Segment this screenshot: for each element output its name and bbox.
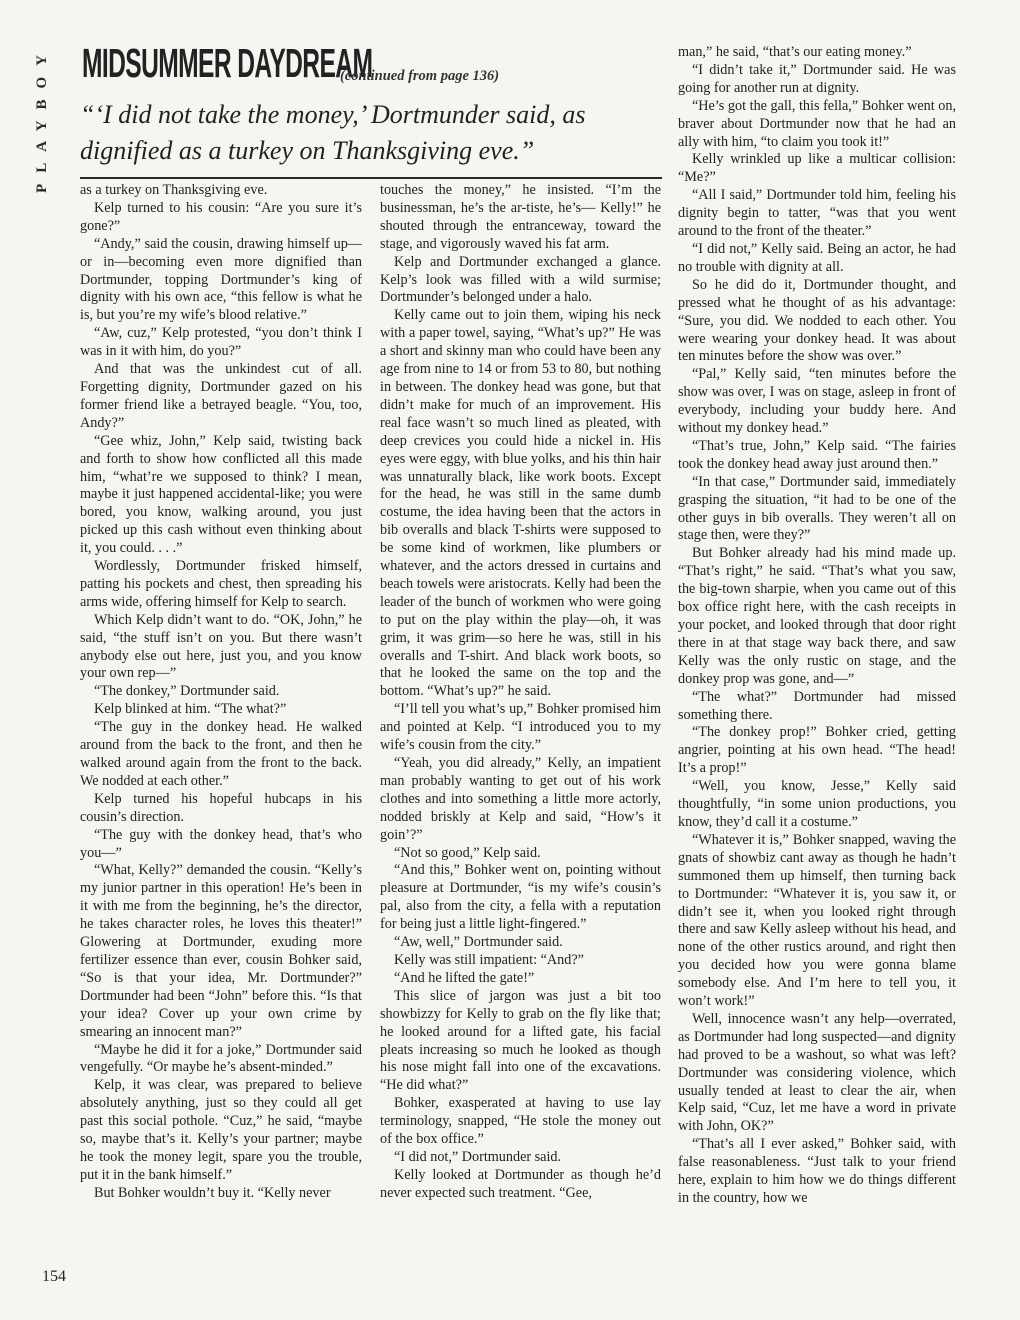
- paragraph: Wordlessly, Dortmunder frisked himself, patting his pockets and chest, then spreading his arms wide, offering himself for Kelp to search.: [80, 558, 362, 610]
- paragraph: “And he lifted the gate!”: [394, 969, 535, 986]
- paragraph: Kelp blinked at him. “The what?”: [94, 701, 287, 718]
- divider-rule: [80, 177, 662, 179]
- paragraph: This slice of jargon was just a bit too showbizzy for Kelly to grab on the fly like that; he looked around for a lifted gate, his facial pleats increasing so much he looked as though his nose might fall into one of the excavations. “He did what?”: [380, 987, 661, 1094]
- paragraph: “What, Kelly?” demanded the cousin. “Kelly’s my junior partner in this operation! He’s been in it with me from the beginning, he’s the director, he takes character roles, he loves this theater!” Glowering at Dortmunder, exuding more fertilizer essence than ever, cousin Bohker said, “So is that your idea, Mr. Dortmunder?” Dortmunder had been “John” before this. “Is that your idea? Cover up your own crime by smearing an innocent man?”: [80, 862, 362, 1040]
- paragraph: “The donkey prop!” Bohker cried, getting angrier, pointing at his own head. “The head! It’s a prop!”: [678, 724, 956, 777]
- paragraph: “Not so good,” Kelp said.: [394, 844, 541, 861]
- page-number: 154: [42, 1268, 66, 1285]
- paragraph: Well, innocence wasn’t any help—overrated, as Dortmunder had long suspected—and dignity had proved to be a washout, so what was left? Dortmunder was considering violence, which usually tended at least to clear the air, when Kelp said, “Cuz, let me have a word in private with John, OK?”: [678, 1010, 956, 1135]
- paragraph: “Aw, cuz,” Kelp protested, “you don’t think I was in it with him, do you?”: [80, 325, 362, 360]
- paragraph: “I didn’t take it,” Dortmunder said. He was going for another run at dignity.: [678, 61, 956, 96]
- paragraph: “All I said,” Dortmunder told him, feeling his dignity begin to tatter, “was that you went around to the front of the theater.”: [678, 187, 956, 240]
- pull-quote: “‘I did not take the money,’ Dortmunder said, as dignified as a turkey on Thanksgiving eve.”: [80, 100, 586, 165]
- paragraph: “Andy,” said the cousin, drawing himself up—or in—becoming even more dignified than Dortmunder, topping Dortmunder’s king of dignity with his own ace, “this fellow is what he is, but you’re my wife’s blood relative.”: [80, 235, 362, 324]
- paragraph: But Bohker already had his mind made up. “That’s right,” he said. “That’s what you saw, the big-town sharpie, when you came out of this box office right here, with the cash receipts in your pocket, and looked through that door right there in at that stage way back there, and saw Kelly was the only rustic on stage, and the donkey prop was gone, and—”: [678, 545, 956, 687]
- paragraph: as a turkey on Thanksgiving eve.: [80, 182, 268, 198]
- article-headline: MIDSUMMER DAYDREAM: [82, 40, 373, 86]
- text-column-2: [380, 182, 661, 1203]
- paragraph: “The what?” Dortmunder had missed something there.: [678, 688, 956, 723]
- paragraph: “Well, you know, Jesse,” Kelly said thoughtfully, “in some union productions, you know, they’d call it a costume.”: [678, 778, 956, 830]
- magazine-spine-label: PLAYBOY: [34, 44, 50, 193]
- paragraph: Kelp turned to his cousin: “Are you sure it’s gone?”: [80, 199, 362, 234]
- paragraph: Kelly wrinkled up like a multicar collision: “Me?”: [678, 151, 956, 186]
- paragraph: Kelly was still impatient: “And?”: [394, 951, 584, 968]
- paragraph: “He’s got the gall, this fella,” Bohker went on, braver about Dortmunder now that he had an ally with him, “to claim you took it!”: [678, 97, 956, 150]
- paragraph: Kelly looked at Dortmunder as though he’d never expected such treatment. “Gee,: [380, 1166, 661, 1201]
- paragraph: “That’s all I ever asked,” Bohker said, with false reasonableness. “Just talk to your friend here, explain to him how we do things different in the country, how we: [678, 1136, 956, 1206]
- paragraph: “The guy in the donkey head. He walked around from the back to the front, and then he walked around again from the front to the back. We nodded at each other.”: [80, 719, 362, 789]
- paragraph: “Aw, well,” Dortmunder said.: [394, 934, 563, 951]
- paragraph: But Bohker wouldn’t buy it. “Kelly never: [94, 1184, 331, 1201]
- paragraph: “The donkey,” Dortmunder said.: [94, 683, 280, 700]
- paragraph: “Gee whiz, John,” Kelp said, twisting back and forth to show how conflicted all this made him, “what’re we supposed to think? I mean, maybe it just happened accidental-like; you were bored, you know, walking around, you just picked up this cash without even thinking about it, you could. . . .”: [80, 432, 362, 557]
- paragraph: “I did not,” Dortmunder said.: [394, 1148, 562, 1165]
- paragraph: “And this,” Bohker went on, pointing without pleasure at Dortmunder, “is my wife’s cousin’s pal, also from the city, a fella with a reputation for being just a little light-fingered.”: [380, 862, 661, 933]
- paragraph: “I’ll tell you what’s up,” Bohker promised him and pointed at Kelp. “I introduced you to my wife’s cousin from the city.”: [380, 701, 661, 754]
- paragraph: Which Kelp didn’t want to do. “OK, John,” he said, “the stuff isn’t on you. But there wasn’t anybody else out here, just you, and you know your own rep—”: [80, 611, 362, 682]
- paragraph: “Maybe he did it for a joke,” Dortmunder said vengefully. “Or maybe he’s absent-minded.”: [80, 1041, 362, 1076]
- continued-note: (continued from page 136): [340, 68, 500, 84]
- paragraph: “The guy with the donkey head, that’s who you—”: [80, 826, 362, 861]
- paragraph: touches the money,” he insisted. “I’m the businessman, he’s the ar-tiste, he’s— Kelly!” he shouted through the entranceway, toward the stage, and vigorously waved his fat arm.: [380, 182, 661, 252]
- paragraph: So he did do it, Dortmunder thought, and pressed what he thought of as his advantage: “Sure, you did. We nodded to each other. You were wearing your donkey head. It was about ten minutes before the show was over.”: [678, 276, 956, 365]
- paragraph: “That’s true, John,” Kelp said. “The fairies took the donkey head away just around then.”: [678, 437, 956, 472]
- paragraph: “Whatever it is,” Bohker snapped, waving the gnats of showbiz cant away as though he hadn’t summoned them up himself, then turning back to Dortmunder: “Whatever it is, you saw it, or didn’t see it, when you looked right through there and saw Kelly asleep without his head, and none of the other rustics around, and right then you decided how you were gonna blame somebody else. And I’m here to tell you, it won’t work!”: [678, 831, 956, 1010]
- text-column-1: [80, 182, 362, 1203]
- paragraph: “I did not,” Kelly said. Being an actor, he had no trouble with dignity at all.: [678, 240, 956, 275]
- paragraph: Kelp turned his hopeful hubcaps in his cousin’s direction.: [80, 790, 362, 825]
- paragraph: Kelp and Dortmunder exchanged a glance. Kelp’s look was filled with a wild surmise; Dortmunder’s belonged under a halo.: [380, 253, 661, 306]
- paragraph: “Yeah, you did already,” Kelly, an impatient man probably wanting to get out of his work clothes and into something a little more actorly, nodded briskly at Kelp and said, “How’s it goin’?”: [380, 755, 661, 843]
- paragraph: And that was the unkindest cut of all. Forgetting dignity, Dortmunder gazed on his former friend like a betrayed beagle. “You, too, Andy?”: [80, 361, 362, 431]
- paragraph: “In that case,” Dortmunder said, immediately grasping the situation, “it had to be one of the other guys in bib overalls. They weren’t all on stage then, were they?”: [678, 473, 956, 544]
- paragraph: Bohker, exasperated at having to use lay terminology, snapped, “He stole the money out of the box office.”: [380, 1095, 661, 1148]
- text-column-3: [678, 44, 956, 1208]
- paragraph: man,” he said, “that’s our eating money.”: [678, 44, 912, 60]
- paragraph: Kelp, it was clear, was prepared to believe absolutely anything, just so they could all get past this social pothole. “Cuz,” he said, “maybe so, maybe that’s it. Kelly’s your partner; maybe he took the money legit, spare you the trouble, put it in the bank himself.”: [80, 1077, 362, 1183]
- paragraph: Kelly came out to join them, wiping his neck with a paper towel, saying, “What’s up?” He was a short and skinny man who could have been any age from nine to 14 or from 53 to 80, but nothing in between. The donkey head was gone, but that didn’t make for much of an improvement. His real face wasn’t so much lined as pleated, with deep crevices you could hide a nickel in. His eyes were eggy, with blue yolks, and his thin hair was unnaturally black, like work boots. Except for the head, he was still in the same dumb costume, the idea having been that the actors in bib overalls and black T-shirts were supposed to be some kind of workmen, like plumbers or whatever, and the actors dressed in curtains and beach towels were aristocrats. Kelly had been the leader of the bunch of workmen who were going to put on the play within the play—oh, it was grim, it was grim—so here he was, still in his overalls and T-shirt. And black work boots, so that he looked the same on the top and the bottom. “What’s up?” he said.: [380, 307, 661, 700]
- paragraph: “Pal,” Kelly said, “ten minutes before the show was over, I was on stage, asleep in front of everybody, including your buddy here. And without my donkey head.”: [678, 366, 956, 437]
